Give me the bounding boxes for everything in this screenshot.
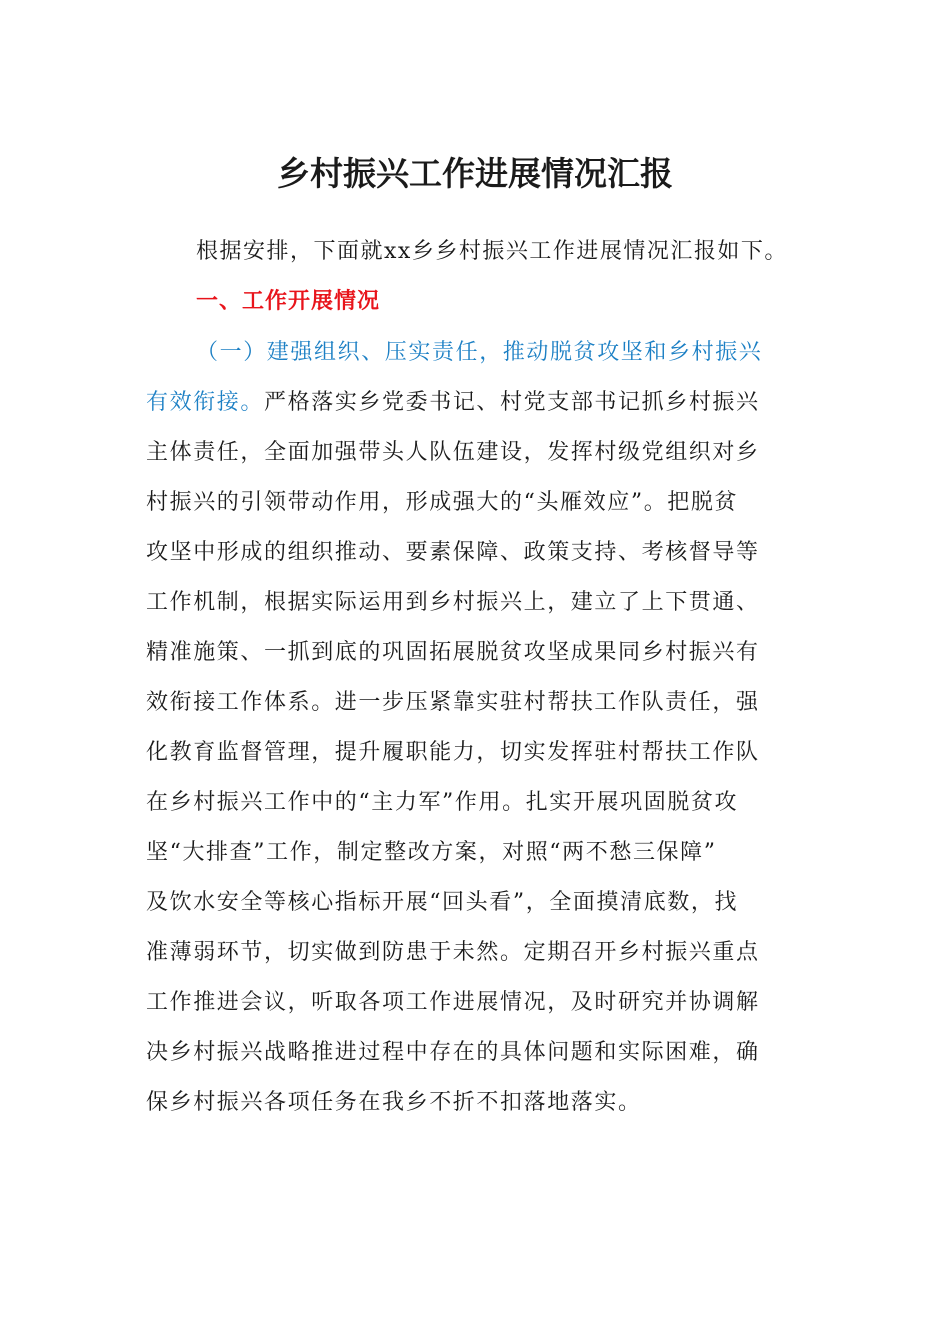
body-paragraph (146, 328, 796, 1128)
paragraph-line: 及饮水安全等核心指标开展“回头看”，全面摸清底数，找 (146, 890, 739, 915)
paragraph-line: 精准施策、一抓到底的巩固拓展脱贫攻坚成果同乡村振兴有 (146, 640, 760, 665)
paragraph-line: 决乡村振兴战略推进过程中存在的具体问题和实际困难，确 (146, 1040, 760, 1065)
paragraph-line: 在乡村振兴工作中的“主力军”作用。扎实开展巩固脱贫攻 (146, 790, 739, 815)
paragraph-line (146, 378, 796, 428)
paragraph-line: 效衔接工作体系。进一步压紧靠实驻村帮扶工作队责任，强 (146, 690, 760, 715)
paragraph-line: 村振兴的引领带动作用，形成强大的“头雁效应”。把脱贫 (146, 490, 739, 515)
paragraph-line: 化教育监督管理，提升履职能力，切实发挥驻村帮扶工作队 (146, 740, 760, 765)
section-heading: 一、工作开展情况 (196, 289, 381, 314)
paragraph-line: 保乡村振兴各项任务在我乡不折不扣落地落实。 (146, 1090, 642, 1115)
paragraph-line: 坚“大排查”工作，制定整改方案，对照“两不愁三保障” (146, 840, 717, 865)
subheading-line-1: （一）建强组织、压实责任，推动脱贫攻坚和乡村振兴 (196, 340, 763, 365)
paragraph-line: 工作机制，根据实际运用到乡村振兴上，建立了上下贯通、 (146, 590, 760, 615)
paragraph-line-text: 严格落实乡党委书记、村党支部书记抓乡村振兴 (264, 390, 760, 415)
paragraph-line: 准薄弱环节，切实做到防患于未然。定期召开乡村振兴重点 (146, 940, 760, 965)
paragraph-line: 攻坚中形成的组织推动、要素保障、政策支持、考核督导等 (146, 540, 760, 565)
subheading-line-2: 有效衔接。 (146, 390, 265, 415)
paragraph-line: 工作推进会议，听取各项工作进展情况，及时研究并协调解 (146, 990, 760, 1015)
document-title: 乡村振兴工作进展情况汇报 (277, 154, 673, 193)
intro-paragraph: 根据安排，下面就xx乡乡村振兴工作进展情况汇报如下。 (196, 239, 788, 264)
paragraph-line: 主体责任，全面加强带头人队伍建设，发挥村级党组织对乡 (146, 440, 760, 465)
